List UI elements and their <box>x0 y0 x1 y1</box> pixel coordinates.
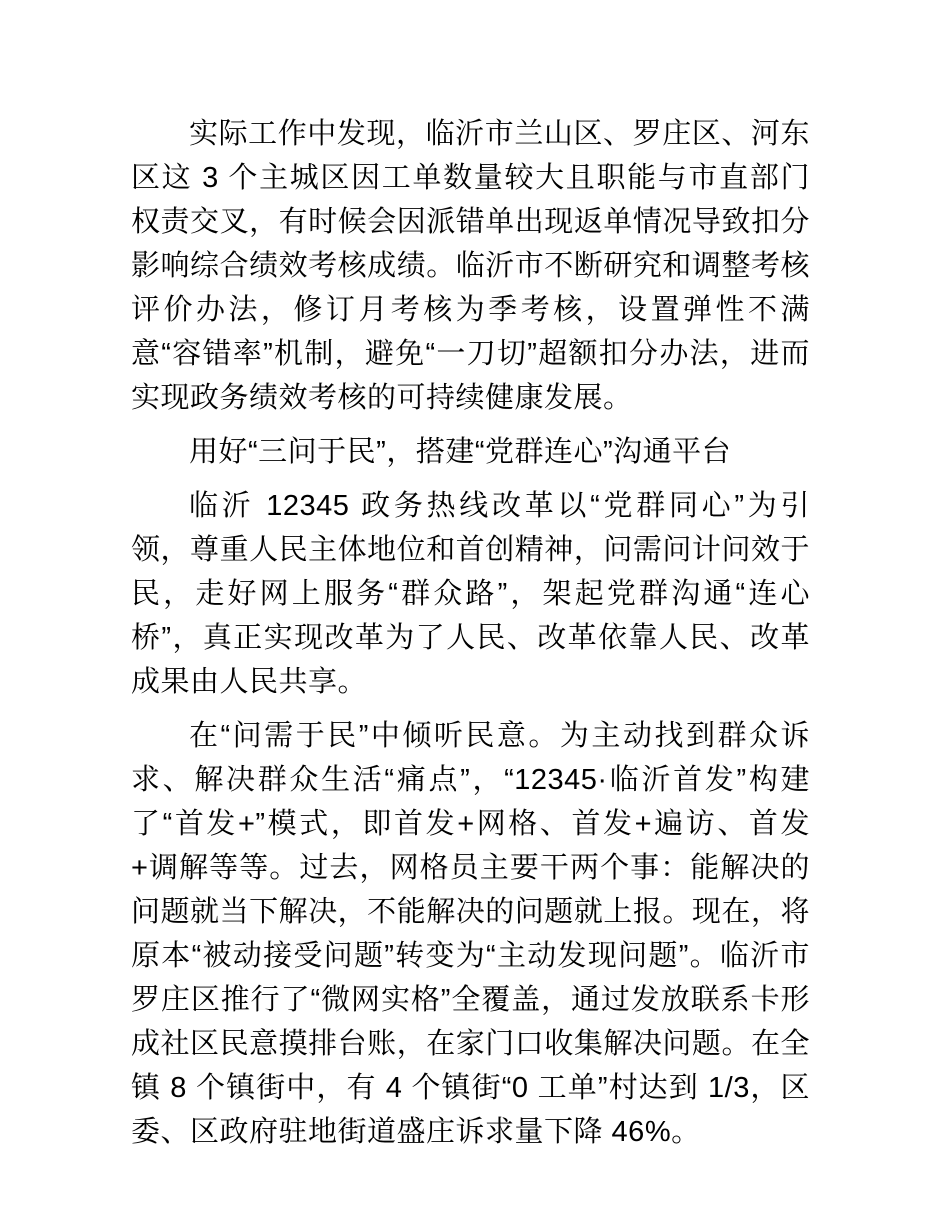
paragraph-listening-to-public: 在“问需于民”中倾听民意。为主动找到群众诉求、解决群众生活“痛点”，“12345·临沂首发”构建了“首发+”模式，即首发+网格、首发+遍访、首发+调解等等。过去，网格员主要干两个事：能解决的问题就当下解决，不能解决的问题就上报。现在，将原本“被动接受问题”转变为“主动发现问题”。临沂市罗庄区推行了“微网实格”全覆盖，通过发放联系卡形成社区民意摸排台账，在家门口收集解决问题。在全镇 8 个镇街中，有 4 个镇街“0 工单”村达到 1/3，区委、区政府驻地街道盛庄诉求量下降 46%。 <box>131 720 810 1148</box>
paragraph-hotline-reform: 临沂 12345 政务热线改革以“党群同心”为引领，尊重人民主体地位和首创精神，问需问计问效于民，走好网上服务“群众路”，架起党群沟通“连心桥”，真正实现改革为了人民、改革依靠人民、改革成果由人民共享。 <box>131 490 810 698</box>
document-body <box>131 112 810 1154</box>
section-heading-three-questions: 用好“三问于民”，搭建“党群连心”沟通平台 <box>189 436 732 468</box>
paragraph-performance-assessment: 实际工作中发现，临沂市兰山区、罗庄区、河东区这 3 个主城区因工单数量较大且职能与市直部门权责交叉，有时候会因派错单出现返单情况导致扣分影响综合绩效考核成绩。临沂市不断研究和调整考核评价办法，修订月考核为季考核，设置弹性不满意“容错率”机制，避免“一刀切”超额扣分办法，进而实现政务绩效考核的可持续健康发展。 <box>131 118 810 414</box>
